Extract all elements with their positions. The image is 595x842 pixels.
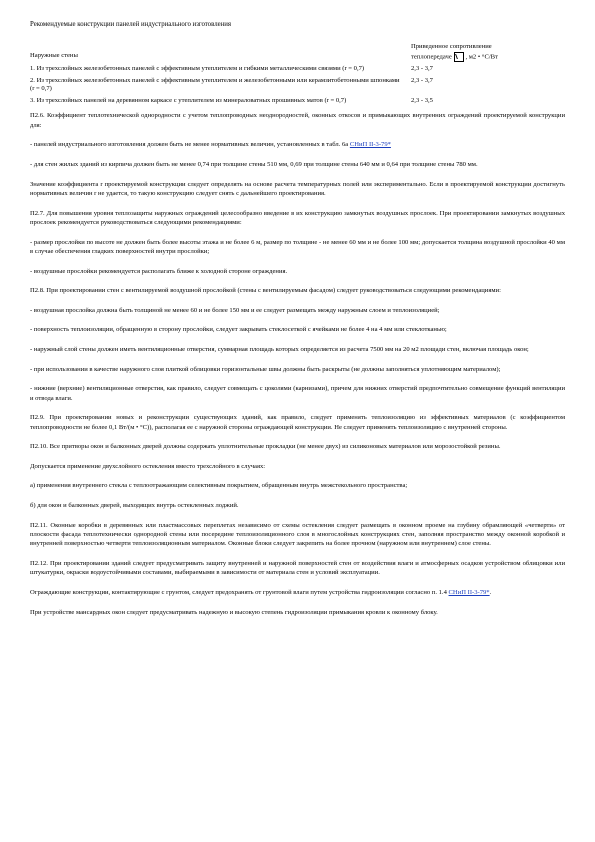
paragraph-mansard: При устройстве мансардных окон следует предусматривать надежную и высокую степень гидроизоляции примыкания кровли к оконному блоку.	[30, 608, 438, 616]
header-resistance-unit-line	[411, 52, 565, 62]
paragraph-brick: - для стен жилых зданий из кирпича должен быть не менее 0,74 при толщине стены 510 мм, 0,69 при толщине стены 640 мм и 0,64 при толщине стены 780 мм.	[30, 161, 478, 169]
page-title: Рекомендуемые конструкции панелей индустриального изготовления	[30, 21, 232, 28]
table-cell-name: 3. Из трехслойных панелей на деревянном каркасе с утеплителем из минераловатных прошивных матов (r = 0,7)	[30, 96, 347, 104]
paragraph-case-a: а) применения внутреннего стекла с теплоотражающим селективным покрытием, обращенным внутрь межстекольного пространства;	[30, 482, 408, 490]
header-unit: , м2 • °С/Вт	[465, 53, 498, 61]
insulation-table	[30, 43, 565, 105]
table-header-left	[30, 43, 409, 65]
paragraph-p2-11: П2.11. Оконные коробки в деревянных или пластмассовых переплетах независимо от схемы остекления следует размещать в оконном проеме на глубину обрамляющей «четверти» от плоскости фасада теплотехнически однородной стены или посередине теплоизоляционного слоя в многослойных конструкциях стен, заполняя пространство между оконной коробкой и внутренней поверхностью четверти теплоизоляционным материалом. Оконные блоки следует закрепить на более прочном (наружном или внутреннем) слое стены.	[30, 521, 565, 548]
table-cell-value: 2,3 - 3,5	[411, 96, 433, 104]
paragraph-p2-7: П2.7. Для повышения уровня теплозащиты наружных ограждений целесообразно введение в их конструкцию замкнутых воздушных прослоек. При проектировании замкнутых воздушных прослоек рекомендуется руководствоваться следующими рекомендациями:	[30, 209, 565, 227]
paragraph-vents: - наружный слой стены должен иметь вентиляционные отверстия, суммарная площадь которых определяется из расчета 7500 мм на 20 м2 площади стен, включая площадь окон;	[30, 346, 529, 354]
paragraph-layer-position: - воздушные прослойки рекомендуется располагать ближе к холодной стороне ограждения.	[30, 267, 288, 275]
table-header-right	[409, 43, 565, 65]
table-cell-name: 2. Из трехслойных железобетонных панелей с эффективным утеплителем и железобетонными или керамзитобетонными шпонками (r = 0,7)	[30, 76, 400, 93]
table-cell-value: 2,3 - 3,7	[411, 65, 433, 73]
paragraph-ground: Ограждающие конструкции, контактирующие с грунтом, следует предохранять от грунтовой влаги путем устройства гидроизоляции согласно п. 1.4 СНиП II-3-79*.	[30, 589, 492, 597]
table-cell-name: 1. Из трехслойных железобетонных панелей с эффективным утеплителем и гибкими металлическими связями (r = 0,7)	[30, 65, 365, 73]
snip-link-2[interactable]: СНиП II-3-79*	[448, 589, 490, 597]
snip-link[interactable]: СНиП II-3-79*	[349, 141, 391, 149]
document-page	[30, 20, 565, 627]
paragraph-case-b: б) для окон и балконных дверей, выходящих внутрь остекленных лоджий.	[30, 502, 239, 510]
paragraph-lower-vents: - нижние (верхние) вентиляционные отверстия, как правило, следует совмещать с цоколями (карнизами), причем для нижних отверстий предпочтительно совмещение функций вентиляции и отвода влаги.	[30, 385, 565, 402]
table-row	[30, 65, 565, 74]
header-heat-transfer: теплопередаче	[411, 53, 452, 61]
header-resistance: Приведенное сопротивление	[411, 43, 492, 51]
paragraph-panels	[30, 140, 565, 149]
paragraph-double-glazing: Допускается применение двухслойного остекления вместо трехслойного в случаях:	[30, 462, 266, 470]
table-header-row	[30, 43, 565, 65]
paragraph-p2-10: П2.10. Все притворы окон и балконных дверей должны содержать уплотнительные прокладки (не менее двух) из силиконовых материалов или морозостойкой резины.	[30, 443, 501, 451]
paragraph-p2-6: П2.6. Коэффициент теплотехнической однородности с учетом теплопроводных неоднородностей, оконных откосов и примыкающих внутренних ограждений проектируемой конструкции для:	[30, 112, 565, 129]
paragraph-panels-text: - панелей индустриального изготовления должен быть не менее нормативных величин, установленных в табл. 6а	[30, 141, 349, 149]
paragraph-air-gap: - воздушная прослойка должна быть толщиной не менее 60 и не более 150 мм и ее следует размещать между наружным слоем и теплоизоляцией;	[30, 306, 440, 314]
formula-image-icon	[454, 52, 464, 62]
paragraph-layer-size: - размер прослойки по высоте не должен быть более высоты этажа и не более 6 м, размер по толщине - не менее 60 мм и не более 100 мм; допускается толщина воздушной прослойки 40 мм в случае обеспечения гладких поверхностей внутри прослойки;	[30, 238, 565, 256]
paragraph-ground-text: Ограждающие конструкции, контактирующие с грунтом, следует предохранять от грунтовой влаги путем устройства гидроизоляции согласно п. 1.4	[30, 589, 447, 597]
table-row	[30, 74, 565, 94]
paragraph-coefficient: Значение коэффициента r проектируемой конструкции следует определять на основе расчета температурных полей или экспериментально. Если в проектируемой конструкции достигнуть нормативных величин r не удается, то такую конструкцию следует снять с дальнейшего проектирования.	[30, 180, 565, 198]
table-cell-value: 2,3 - 3,7	[411, 76, 433, 84]
header-walls: Наружные стены	[30, 52, 78, 60]
paragraph-mesh: - поверхность теплоизоляции, обращенную в сторону прослойки, следует закрывать стеклосеткой с ячейками не более 4 на 4 мм или стеклотканью;	[30, 326, 447, 334]
paragraph-p2-12: П2.12. При проектировании зданий следует предусматривать защиту внутренней и наружной поверхностей стен от воздействия влаги и атмосферных осадков устройством облицовки или штукатурки, окраски водоустойчивыми составами, выбираемыми в зависимости от материала стен и условий эксплуатации.	[30, 560, 565, 577]
paragraph-tiles: - при использовании в качестве наружного слоя плиткой облицовки горизонтальные швы должны быть раскрыты (не должны заполняться уплотняющим материалом);	[30, 365, 501, 373]
paragraph-p2-9: П2.9. При проектировании новых и реконструкции существующих зданий, как правило, следует применять теплоизоляцию из эффективных материалов (с коэффициентом теплопроводности не более 0,1 Вт/(м • °С)), располагая ее с наружной стороны ограждающей конструкции. Не следует применять теплоизоляцию с внутренней стороны.	[30, 414, 565, 431]
table-row	[30, 94, 565, 106]
paragraph-p2-8: П2.8. При проектировании стен с вентилируемой воздушной прослойкой (стены с вентилируемым фасадом) следует руководствоваться следующими рекомендациями:	[30, 287, 501, 295]
